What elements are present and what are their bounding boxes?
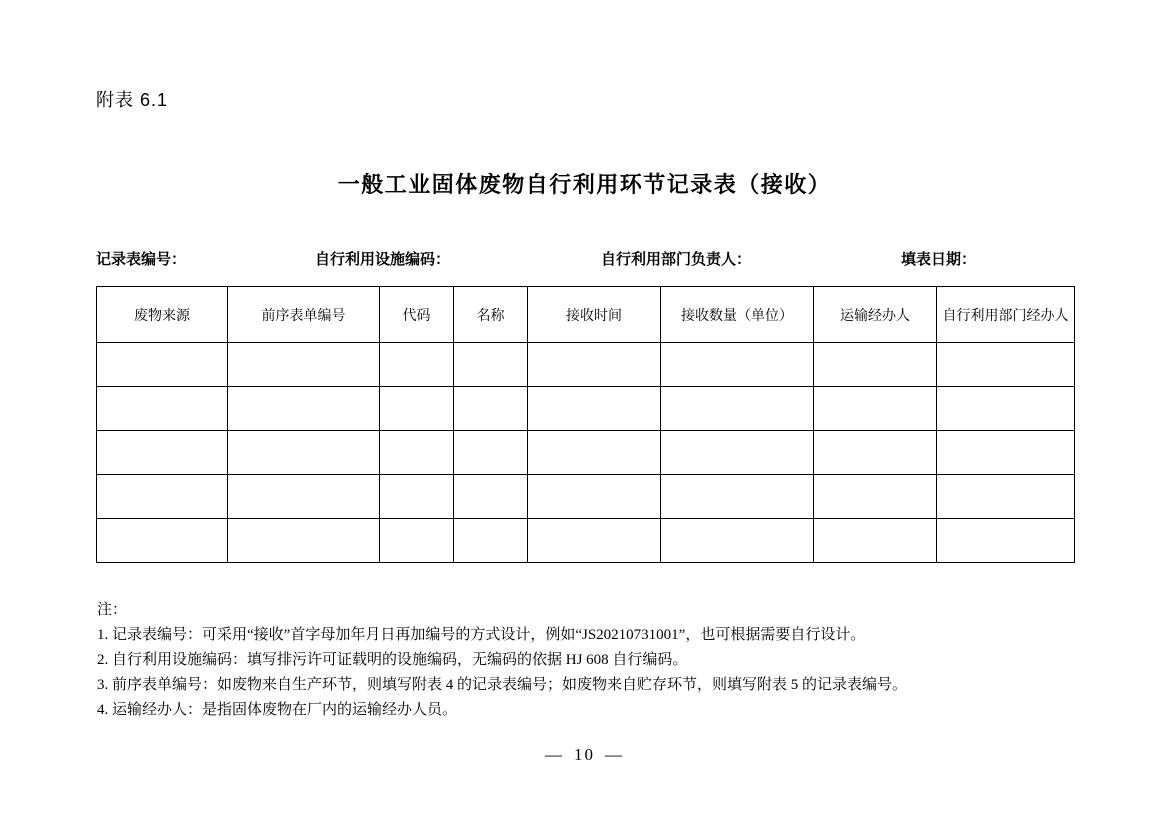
facility-code-label: 自行利用设施编码： xyxy=(315,251,451,268)
table-row xyxy=(97,519,1075,563)
table-cell[interactable] xyxy=(228,343,380,387)
table-cell[interactable] xyxy=(528,519,661,563)
table-header-cell: 名称 xyxy=(454,287,528,343)
notes-block xyxy=(97,598,1097,723)
notes-heading: 注： xyxy=(97,602,128,618)
table-cell[interactable] xyxy=(454,343,528,387)
table-cell[interactable] xyxy=(97,343,228,387)
table-cell[interactable] xyxy=(937,343,1075,387)
table-cell[interactable] xyxy=(937,387,1075,431)
table-cell[interactable] xyxy=(97,519,228,563)
table-header-cell: 运输经办人 xyxy=(814,287,937,343)
page-title: 一般工业固体废物自行利用环节记录表（接收） xyxy=(337,172,832,197)
table-row xyxy=(97,475,1075,519)
table-cell[interactable] xyxy=(380,519,454,563)
table-cell[interactable] xyxy=(97,431,228,475)
table-header-cell: 自行利用部门经办人 xyxy=(937,287,1075,343)
page-number-dash-left: — xyxy=(545,745,564,764)
table-cell[interactable] xyxy=(380,475,454,519)
table-cell[interactable] xyxy=(814,343,937,387)
table-cell[interactable] xyxy=(454,475,528,519)
table-header-cell: 接收时间 xyxy=(528,287,661,343)
table-cell[interactable] xyxy=(454,431,528,475)
table-row xyxy=(97,431,1075,475)
table-row xyxy=(97,387,1075,431)
table-header-cell: 前序表单编号 xyxy=(228,287,380,343)
table-cell[interactable] xyxy=(97,387,228,431)
table-cell[interactable] xyxy=(228,519,380,563)
table-cell[interactable] xyxy=(814,387,937,431)
table-cell[interactable] xyxy=(380,387,454,431)
table-cell[interactable] xyxy=(814,519,937,563)
record-table xyxy=(96,286,1075,563)
table-cell[interactable] xyxy=(228,475,380,519)
table-cell[interactable] xyxy=(814,431,937,475)
table-cell[interactable] xyxy=(454,519,528,563)
table-cell[interactable] xyxy=(528,431,661,475)
table-header-cell: 废物来源 xyxy=(97,287,228,343)
table-cell[interactable] xyxy=(228,387,380,431)
table-cell[interactable] xyxy=(661,475,814,519)
table-cell[interactable] xyxy=(814,475,937,519)
table-header-cell: 接收数量（单位） xyxy=(661,287,814,343)
table-cell[interactable] xyxy=(937,519,1075,563)
table-cell[interactable] xyxy=(528,475,661,519)
table-cell[interactable] xyxy=(380,343,454,387)
fill-date-label: 填表日期： xyxy=(901,251,977,268)
page-number-dash-right: — xyxy=(605,745,624,764)
table-cell[interactable] xyxy=(97,475,228,519)
attachment-label: 附表 6.1 xyxy=(96,90,169,110)
table-cell[interactable] xyxy=(380,431,454,475)
page-number xyxy=(0,745,1169,765)
table-cell[interactable] xyxy=(661,431,814,475)
note-line: 1. 记录表编号：可采用“接收”首字母加年月日再加编号的方式设计，例如“JS20210731001”，也可根据需要自行设计。 xyxy=(97,627,866,643)
table-header-row xyxy=(97,287,1075,343)
table-cell[interactable] xyxy=(228,431,380,475)
page-number-value: 10 xyxy=(574,745,595,764)
table-header-cell: 代码 xyxy=(380,287,454,343)
note-line: 4. 运输经办人：是指固体废物在厂内的运输经办人员。 xyxy=(97,702,458,718)
note-line: 2. 自行利用设施编码：填写排污许可证载明的设施编码，无编码的依据 HJ 608 自行编码。 xyxy=(97,652,688,668)
department-head-label: 自行利用部门负责人： xyxy=(601,251,752,268)
table-cell[interactable] xyxy=(528,387,661,431)
table-cell[interactable] xyxy=(937,475,1075,519)
table-cell[interactable] xyxy=(661,343,814,387)
meta-row xyxy=(96,248,1076,270)
table-row xyxy=(97,343,1075,387)
table-cell[interactable] xyxy=(454,387,528,431)
record-no-label: 记录表编号： xyxy=(96,251,187,268)
table-cell[interactable] xyxy=(661,519,814,563)
table-cell[interactable] xyxy=(528,343,661,387)
table-cell[interactable] xyxy=(937,431,1075,475)
table-cell[interactable] xyxy=(661,387,814,431)
note-line: 3. 前序表单编号：如废物来自生产环节，则填写附表 4 的记录表编号；如废物来自贮存环节，则填写附表 5 的记录表编号。 xyxy=(97,677,908,693)
